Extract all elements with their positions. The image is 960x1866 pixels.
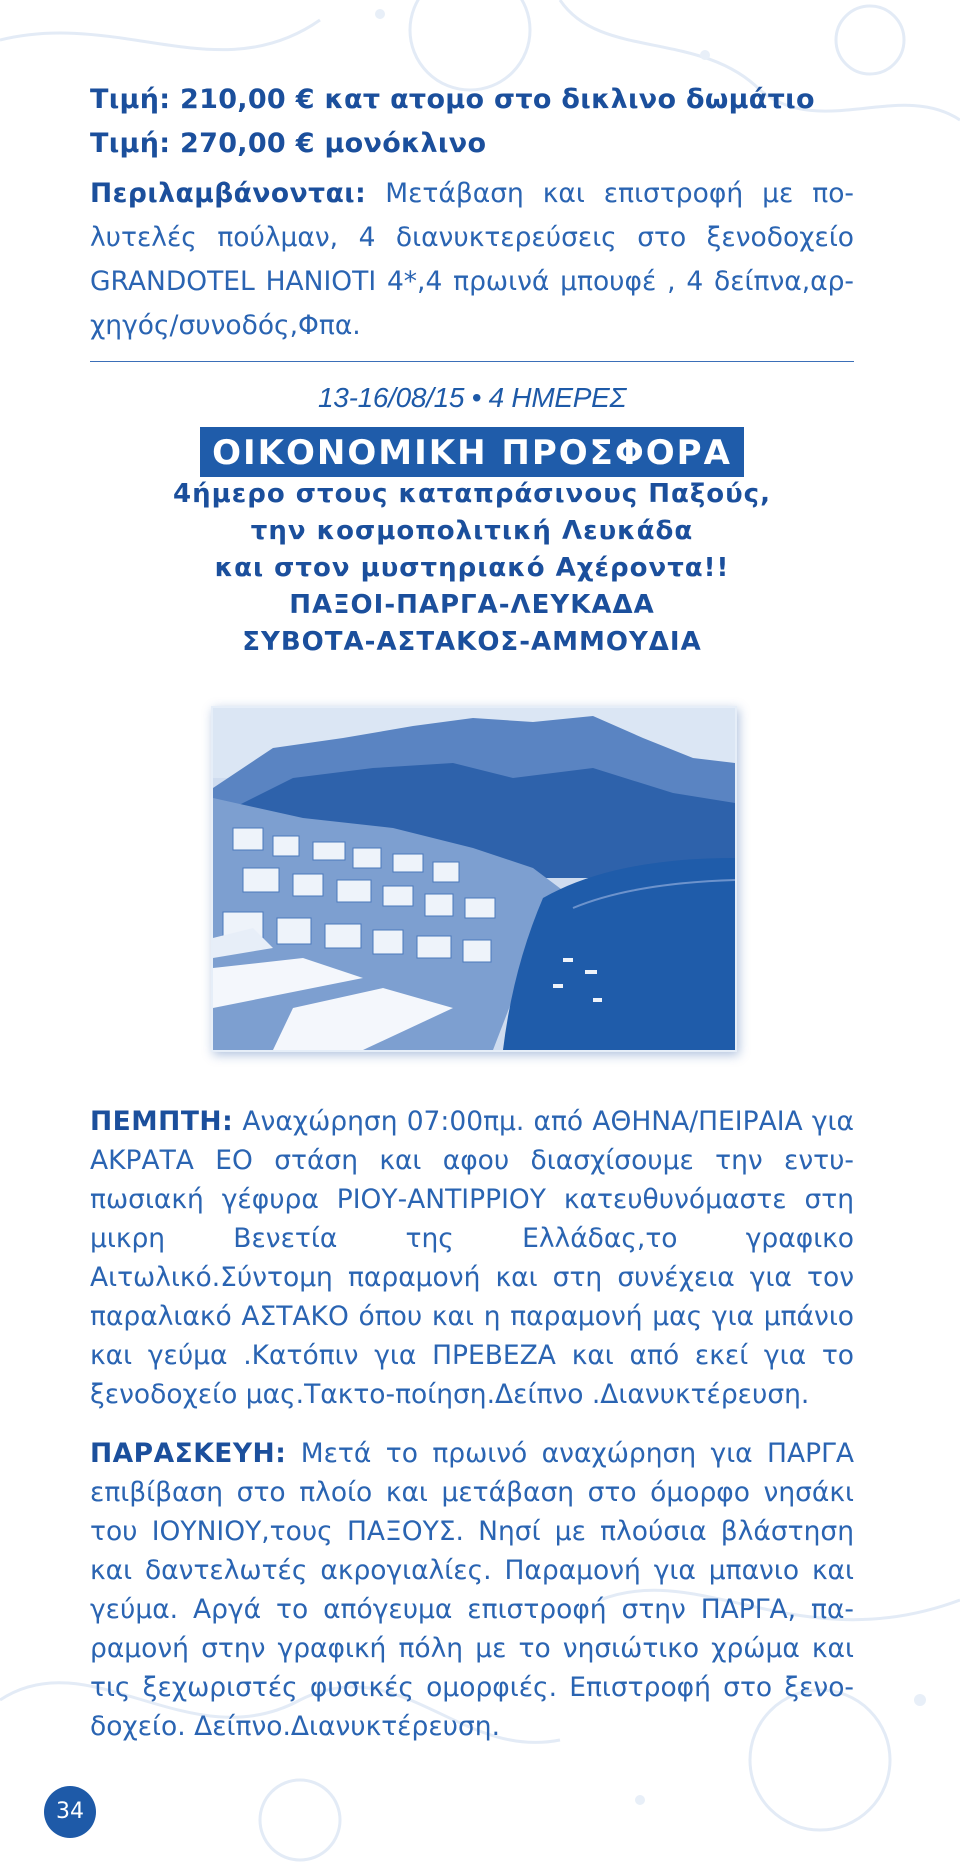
includes-text: Μετάβαση και επιστροφή με πο-λυτελές πούλμαν, 4 διανυκτερεύσεις στο ξενοδοχείο GRANDOTEL HANIOTI 4*,4 πρωινά μπουφέ , 4 δείπνα,αρ-χηγός/συνοδός,Φπα. <box>90 178 854 341</box>
day-label: ΠΑΡΑΣΚΕΥΗ: <box>90 1438 287 1469</box>
offer-banner-wrap <box>90 427 854 477</box>
price-single-room: Τιμή: 270,00 € μονόκλινο <box>90 128 487 159</box>
harbour-illustration <box>213 708 735 1050</box>
section-divider <box>90 361 854 362</box>
day-label: ΠΕΜΠΤΗ: <box>90 1106 234 1137</box>
trip-subtitle <box>90 476 854 661</box>
subtitle-line: την κοσμοπολιτική Λευκάδα <box>250 516 694 546</box>
subtitle-line: ΠΑΞΟΙ-ΠΑΡΓΑ-ΛΕΥΚΑΔΑ <box>289 590 655 620</box>
page-number-badge: 34 <box>44 1786 96 1838</box>
parga-harbour-photo <box>211 706 737 1052</box>
offer-banner: ΟΙΚΟΝΟΜΙΚΗ ΠΡΟΣΦΟΡΑ <box>200 427 744 477</box>
includes-paragraph <box>90 172 854 348</box>
subtitle-line: 4ήμερο στους καταπράσινους Παξούς, <box>173 479 771 509</box>
day-description: Μετά το πρωινό αναχώρηση για ΠΑΡΓΑ επιβίβαση στο πλοίο και μετάβαση στο όμορφο νησάκι του ΙΟΥΝΙΟΥ,τους ΠΑΞΟΥΣ. Νησί με πλούσια βλάστηση και δαντελωτές ακρογιαλίες. Παραμονή για μπανιο και γεύμα. Αργά το απόγευμα επιστροφή στην ΠΑΡΓΑ, πα-ραμονή στην γραφική πόλη με το νησιώτικο χρώμα και τις ξεχωριστές φυσικές ομορφιές. Επιστροφή στο ξενο-δοχείο. Δείπνο.Διανυκτέρευση. <box>90 1438 854 1742</box>
itinerary-day-2 <box>90 1434 854 1746</box>
price-double-room: Τιμή: 210,00 € κατ ατομο στο δικλινο δωμάτιο <box>90 84 815 115</box>
subtitle-line: ΣΥΒΟΤΑ-ΑΣΤΑΚΟΣ-ΑΜΜΟΥΔΙΑ <box>242 627 702 657</box>
includes-label: Περιλαμβάνονται: <box>90 178 367 209</box>
itinerary-day-1 <box>90 1102 854 1414</box>
subtitle-line: και στον μυστηριακό Αχέροντα!! <box>214 553 730 583</box>
trip-dates: 13-16/08/15 • 4 ΗΜΕΡΕΣ <box>318 382 626 413</box>
day-description: Αναχώρηση 07:00πμ. από ΑΘΗΝΑ/ΠΕΙΡΑΙΑ για ΑΚΡΑΤΑ ΕΟ στάση και αφου διασχίσουμε την εντυ-πωσιακή γέφυρα ΡΙΟΥ-ΑΝΤΙΡΡΙΟΥ κατευθυνόμαστε στη μικρη Βενετία της Ελλάδας,το γραφικο Αιτωλικό.Σύντομη παραμονή και στη συνέχεια για τον παραλιακό ΑΣΤΑΚΟ όπου και η παραμονή μας για μπάνιο και γεύμα .Κατόπιν για ΠΡΕΒΕΖΑ και από εκεί για το ξενοδοχείο μας.Τακτο-ποίηση.Δείπνο .Διανυκτέρευση. <box>90 1106 854 1410</box>
